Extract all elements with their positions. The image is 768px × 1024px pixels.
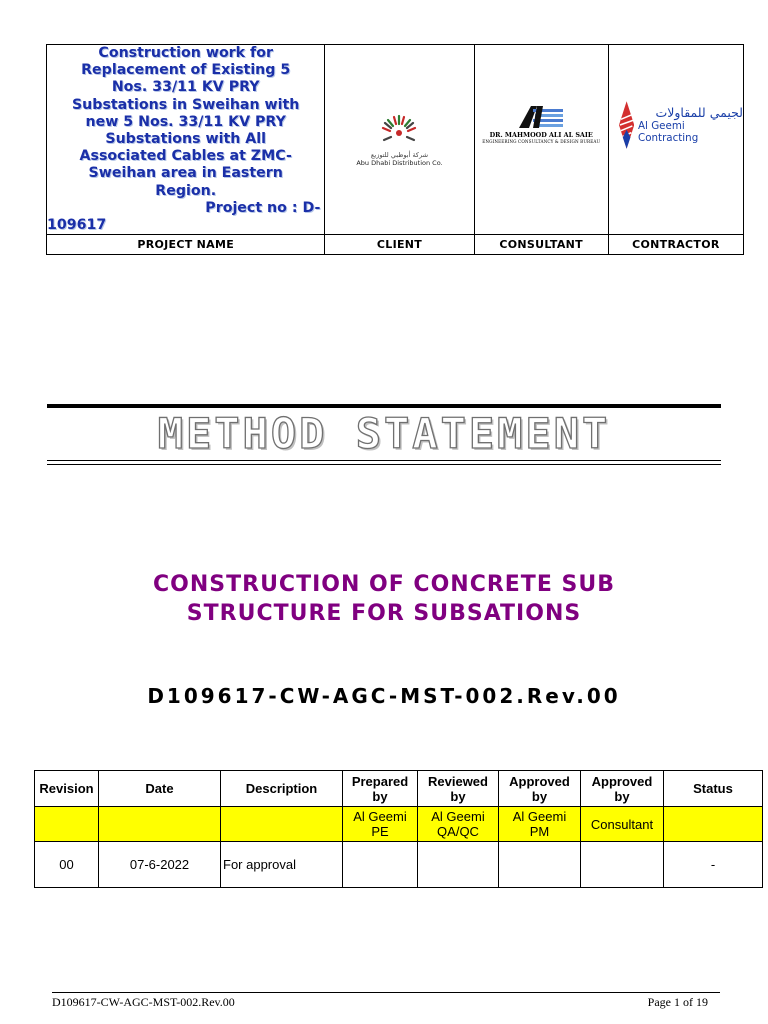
project-number-label: Project no : D- (205, 199, 321, 216)
project-line: Region. (155, 182, 217, 199)
role-cell (664, 807, 763, 842)
header-description: Description (221, 771, 343, 807)
project-line: Associated Cables at ZMC- (79, 148, 292, 165)
role-cell: Al Geemi PE (343, 807, 418, 842)
al-geemi-emblem-icon (619, 100, 634, 150)
revision-table (34, 770, 763, 888)
project-line: Substations with All (105, 131, 267, 148)
client-label: CLIENT (325, 235, 474, 255)
contractor-logo (609, 100, 743, 150)
client-logo (325, 113, 473, 167)
contractor-logo-cell (608, 45, 743, 235)
revision-header-row (35, 771, 763, 807)
document-subtitle (60, 570, 708, 628)
contractor-logo-arabic: لجيمي للمقاولات (655, 105, 743, 121)
project-line: Replacement of Existing 5 (81, 62, 291, 79)
roles-row (35, 807, 763, 842)
header-approved-by: Approved by (499, 771, 581, 807)
role-cell (35, 807, 99, 842)
footer-document-number: D109617-CW-AGC-MST-002.Rev.00 (52, 995, 235, 1009)
consultant-logo-tagline: ENGINEERING CONSULTANCY & DESIGN BUREAU (482, 139, 601, 145)
role-cell (99, 807, 221, 842)
role-cell (221, 807, 343, 842)
banner-bottom-rule (47, 460, 721, 461)
consultant-logo-cell (474, 45, 608, 235)
banner-bottom-rule-2 (47, 464, 721, 465)
project-line: Substations in Sweihan with (71, 96, 300, 113)
header-revision: Revision (35, 771, 99, 807)
consultant-label: CONSULTANT (474, 235, 608, 255)
footer-rule (52, 992, 720, 993)
revision-approved (499, 842, 581, 888)
banner-top-rule (47, 404, 721, 408)
client-logo-cell (325, 45, 474, 235)
role-cell: Al Geemi QA/QC (418, 807, 499, 842)
header-reviewed-by: Reviewed by (418, 771, 499, 807)
client-logo-arabic: شركة أبوظبي للتوزيع (370, 150, 429, 159)
role-cell: Al Geemi PM (499, 807, 581, 842)
project-number-value: 109617 (47, 217, 107, 234)
revision-approved-consultant (581, 842, 664, 888)
revision-prepared (343, 842, 418, 888)
subtitle-line: CONSTRUCTION OF CONCRETE SUB (153, 572, 615, 597)
header-prepared-by: Prepared by (343, 771, 418, 807)
project-name-label: PROJECT NAME (47, 235, 325, 255)
revision-reviewed (418, 842, 499, 888)
role-cell: Consultant (581, 807, 664, 842)
consultant-logo (475, 105, 608, 144)
header-approved-by-consultant: Approved by (581, 771, 664, 807)
header-status: Status (664, 771, 763, 807)
project-line: Construction work for (98, 45, 273, 61)
project-line: Sweihan area in Eastern (88, 165, 283, 182)
project-line: new 5 Nos. 33/11 KV PRY (85, 113, 286, 130)
method-statement-banner: METHOD STATEMENT (157, 409, 611, 458)
header-table (46, 44, 744, 255)
header-date: Date (99, 771, 221, 807)
document-number: D109617-CW-AGC-MST-002.Rev.00 (147, 684, 621, 708)
revision-description: For approval (221, 842, 343, 888)
table-row (35, 842, 763, 888)
footer-page-number: Page 1 of 19 (647, 995, 708, 1009)
project-name-cell (47, 45, 325, 235)
contractor-label: CONTRACTOR (608, 235, 743, 255)
client-logo-english: Abu Dhabi Distribution Co. (356, 158, 443, 167)
revision-date: 07-6-2022 (99, 842, 221, 888)
subtitle-line: STRUCTURE FOR SUBSATIONS (186, 601, 582, 626)
project-line: Nos. 33/11 KV PRY (111, 79, 260, 96)
consultant-logo-name: DR. MAHMOOD ALI AL SAIE (489, 131, 593, 140)
revision-number: 00 (35, 842, 99, 888)
contractor-logo-english: Al Geemi Contracting (638, 120, 699, 145)
revision-status: - (664, 842, 763, 888)
addc-emblem-icon (379, 113, 419, 149)
consultant-emblem-icon (517, 105, 565, 129)
